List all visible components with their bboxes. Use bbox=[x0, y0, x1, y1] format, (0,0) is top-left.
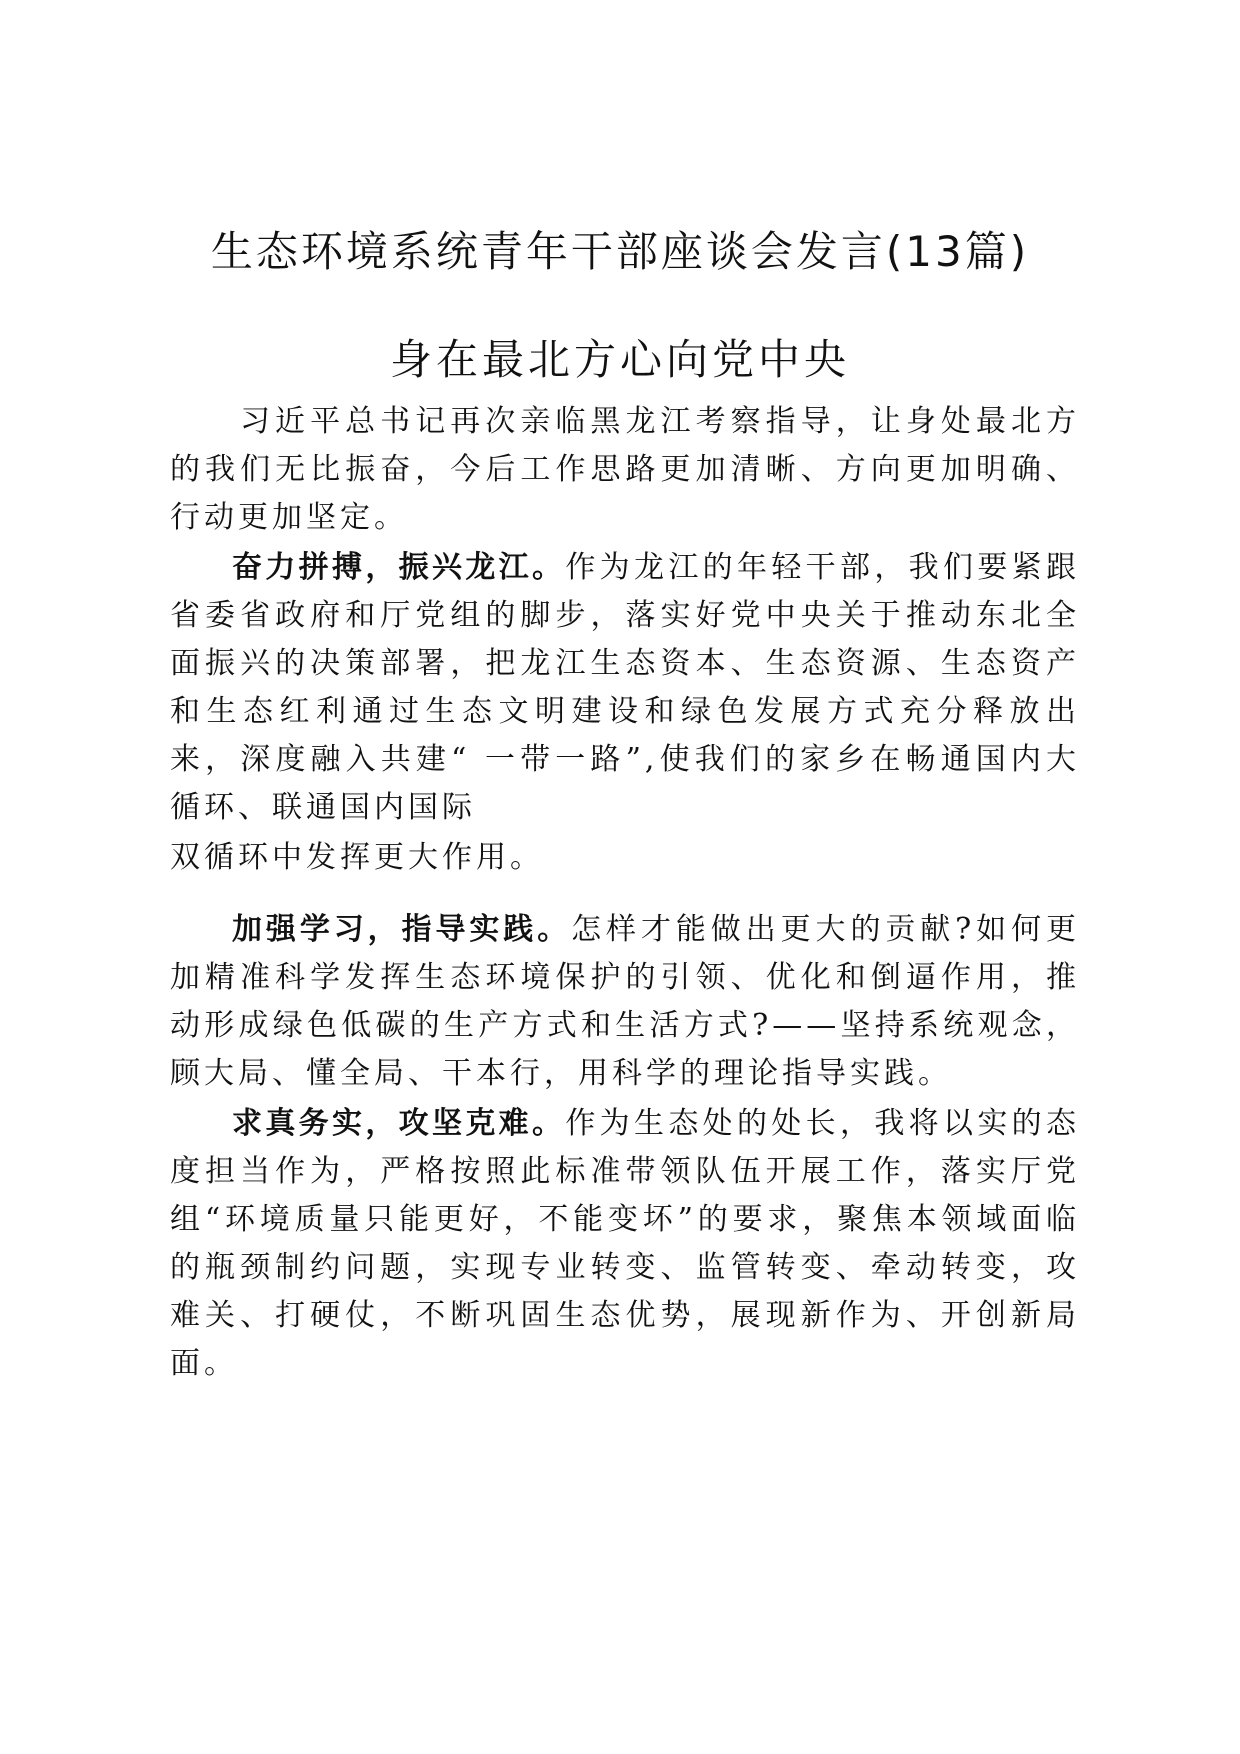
intro-paragraph: 习近平总书记再次亲临黑龙江考察指导，让身处最北方的我们无比振奋，今后工作思路更加清晰、方向更加明确、行动更加坚定。 bbox=[170, 404, 1080, 535]
section-lead-3: 求真务实，攻坚克难。 bbox=[232, 1106, 566, 1141]
section-paragraph-1 bbox=[170, 544, 1080, 832]
section-text-3: 作为生态处的处长，我将以实的态度担当作为，严格按照此标准带领队伍开展工作，落实厅党组“环境质量只能更好，不能变坏”的要求，聚焦本领域面临的瓶颈制约问题，实现专业转变、监管转变、牵动转变，攻难关、打硬仗，不断巩固生态优势，展现新作为、开创新局面。 bbox=[170, 1106, 1081, 1381]
section-text-2: 怎样才能做出更大的贡献?如何更加精准科学发挥生态环境保护的引领、优化和倒逼作用，推动形成绿色低碳的生产方式和生活方式?——坚持系统观念，顾大局、懂全局、干本行，用科学的理论指导实践。 bbox=[170, 912, 1081, 1091]
section-text-1: 作为龙江的年轻干部，我们要紧跟省委省政府和厅党组的脚步，落实好党中央关于推动东北全面振兴的决策部署，把龙江生态资本、生态资源、生态资产和生态红利通过生态文明建设和绿色发展方式充分释放出来，深度融入共建“ 一带一路”,使我们的家乡在畅通国内大循环、联通国内国际 bbox=[170, 550, 1081, 825]
section-paragraph-2 bbox=[170, 906, 1080, 1098]
document-title: 生态环境系统青年干部座谈会发言(13篇) bbox=[210, 227, 1030, 276]
article-subtitle: 身在最北方心向党中央 bbox=[389, 335, 850, 384]
section-lead-1: 奋力拼搏，振兴龙江。 bbox=[232, 550, 566, 585]
section-lead-2: 加强学习，指导实践。 bbox=[232, 912, 572, 947]
section-paragraph-3 bbox=[170, 1100, 1080, 1388]
section-paragraph-1-tail: 双循环中发挥更大作用。 bbox=[170, 840, 544, 875]
